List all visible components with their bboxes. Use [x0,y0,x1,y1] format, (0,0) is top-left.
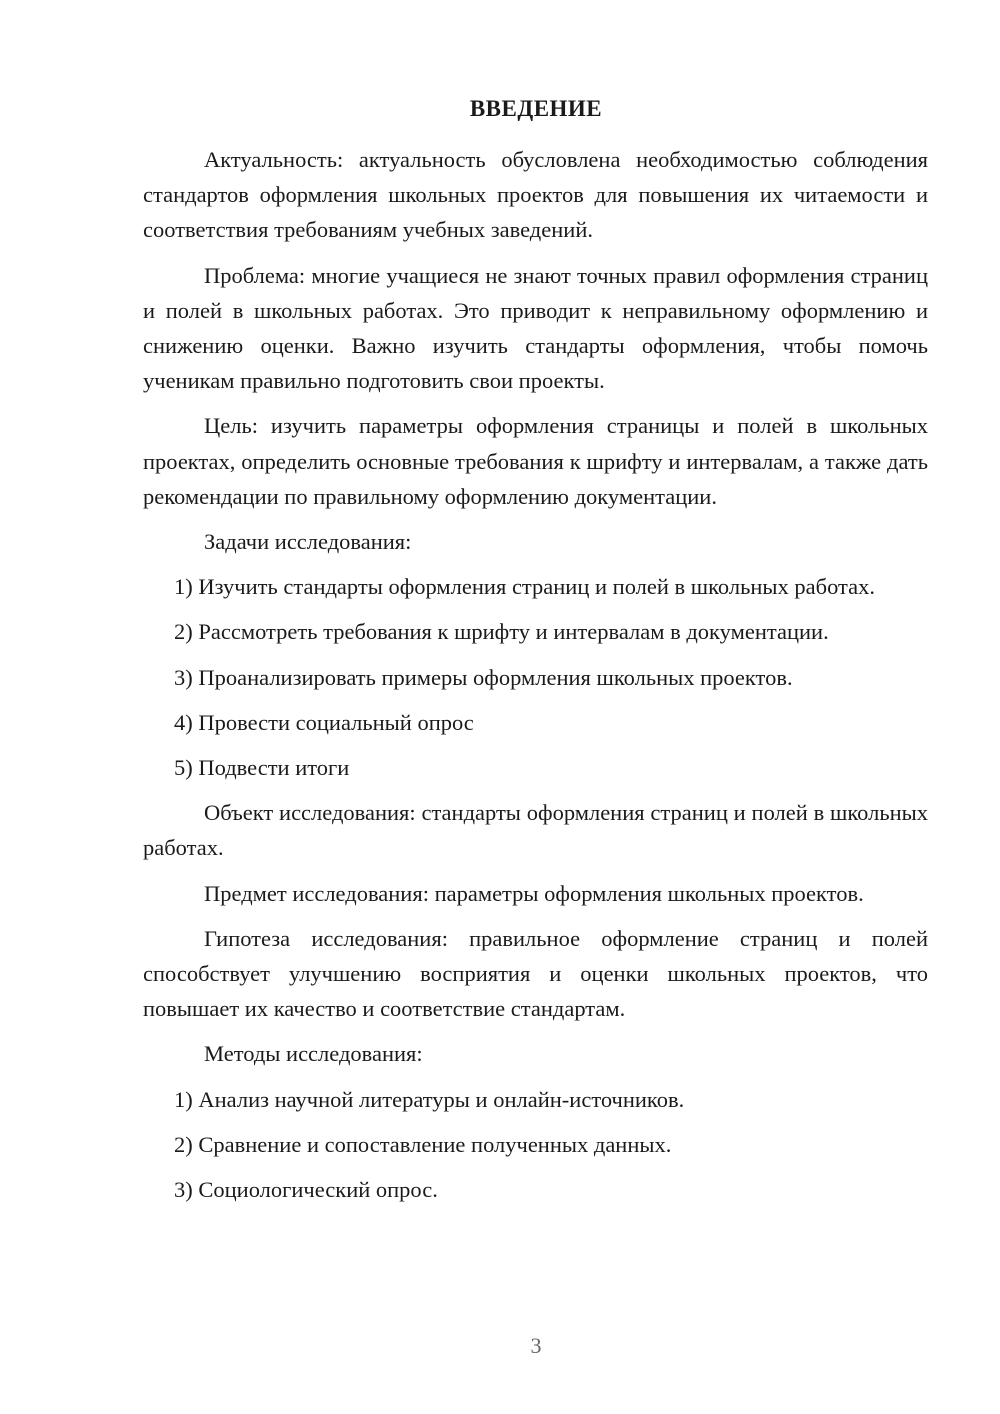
task-item: 5) Подвести итоги [174,755,350,781]
hypothesis-paragraph: Гипотеза исследования: правильное оформление страниц и полей способствует улучшению восприятия и оценки школьных проектов, что повышает их качество и соответствие стандартам. [143,925,928,1022]
task-item: 4) Провести социальный опрос [174,709,474,735]
task-item: 3) Проанализировать примеры оформления школьных проектов. [174,664,793,690]
method-item: 1) Анализ научной литературы и онлайн-источников. [174,1086,685,1112]
task-item: 1) Изучить стандарты оформления страниц и полей в школьных работах. [174,574,876,600]
relevance-paragraph: Актуальность: актуальность обусловлена необходимостью соблюдения стандартов оформления школьных проектов для повышения их читаемости и соответствия требованиям учебных заведений. [143,147,928,243]
document-body [143,142,928,1207]
object-paragraph: Объект исследования: стандарты оформления страниц и полей в школьных работах. [143,800,928,861]
method-item: 3) Социологический опрос. [174,1177,438,1203]
task-item: 2) Рассмотреть требования к шрифту и интервалам в документации. [174,619,829,645]
page-number: 3 [530,1333,542,1358]
tasks-heading: Задачи исследования: [204,529,412,555]
problem-paragraph: Проблема: многие учащиеся не знают точных правил оформления страниц и полей в школьных работах. Это приводит к неправильному оформлению и снижению оценки. Важно изучить стандарты оформления, чтобы помочь ученикам правильно подготовить свои проекты. [143,262,928,394]
subject-paragraph: Предмет исследования: параметры оформления школьных проектов. [204,880,864,906]
page-title: ВВЕДЕНИЕ [469,96,603,121]
methods-heading: Методы исследования: [204,1041,423,1067]
method-item: 2) Сравнение и сопоставление полученных данных. [174,1131,672,1157]
goal-paragraph: Цель: изучить параметры оформления страницы и полей в школьных проектах, определить основные требования к шрифту и интервалам, а также дать рекомендации по правильному оформлению документации. [143,413,928,509]
